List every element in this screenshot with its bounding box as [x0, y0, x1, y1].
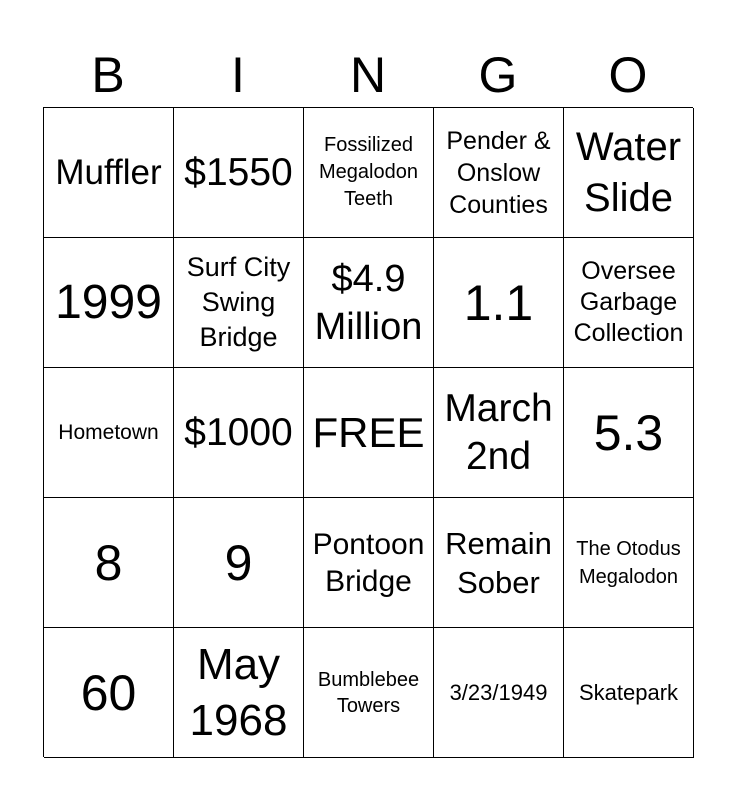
header-letter-n: N — [349, 47, 387, 103]
bingo-cell-r3-c4[interactable] — [434, 368, 564, 498]
cell-text: March 2nd — [444, 386, 553, 478]
cell-text: Oversee Garbage Collection — [573, 257, 684, 347]
bingo-cell-r2-c2[interactable] — [174, 238, 304, 368]
cell-text: 3/23/1949 — [449, 680, 548, 705]
bingo-cell-r4-c5[interactable] — [564, 498, 694, 628]
header-letter-i: I — [231, 47, 245, 103]
bingo-cell-r5-c2[interactable] — [174, 628, 304, 758]
bingo-cell-r5-c1[interactable] — [44, 628, 174, 758]
bingo-cell-r4-c3[interactable] — [304, 498, 434, 628]
bingo-cell-r5-c5[interactable] — [564, 628, 694, 758]
bingo-cell-r2-c1[interactable] — [44, 238, 174, 368]
cell-text: FREE — [312, 408, 425, 456]
cell-text: Hometown — [58, 421, 159, 444]
bingo-cell-r4-c2[interactable] — [174, 498, 304, 628]
cell-text: $4.9 Million — [314, 257, 423, 348]
bingo-cell-r1-c1[interactable] — [44, 108, 174, 238]
bingo-cell-r2-c5[interactable] — [564, 238, 694, 368]
cell-text: 8 — [94, 534, 123, 591]
bingo-cell-r5-c4[interactable] — [434, 628, 564, 758]
bingo-cell-r4-c1[interactable] — [44, 498, 174, 628]
bingo-cell-r1-c4[interactable] — [434, 108, 564, 238]
bingo-cell-r5-c3[interactable] — [304, 628, 434, 758]
cell-text: The Otodus Megalodon — [576, 537, 681, 588]
bingo-cell-r1-c2[interactable] — [174, 108, 304, 238]
bingo-board — [43, 107, 693, 757]
cell-text: 1999 — [55, 275, 162, 329]
cell-text: $1000 — [184, 410, 293, 454]
cell-text: Pender & Onslow Counties — [446, 126, 551, 219]
cell-text: 5.3 — [593, 404, 664, 461]
bingo-cell-r2-c4[interactable] — [434, 238, 564, 368]
cell-text: Water Slide — [575, 124, 682, 220]
bingo-cell-r3-c3[interactable] — [304, 368, 434, 498]
bingo-cell-r1-c3[interactable] — [304, 108, 434, 238]
bingo-cell-r3-c2[interactable] — [174, 368, 304, 498]
header-letter-o: O — [608, 47, 648, 103]
cell-text: 1.1 — [463, 274, 534, 331]
bingo-header — [43, 40, 693, 108]
cell-text: 9 — [224, 534, 253, 591]
cell-text: Bumblebee Towers — [317, 668, 420, 717]
bingo-cell-r3-c5[interactable] — [564, 368, 694, 498]
cell-text: $1550 — [184, 150, 293, 194]
cell-text: Pontoon Bridge — [312, 527, 425, 598]
cell-text: Fossilized Megalodon Teeth — [319, 134, 418, 210]
bingo-cell-r3-c1[interactable] — [44, 368, 174, 498]
bingo-cell-r4-c4[interactable] — [434, 498, 564, 628]
bingo-cell-r1-c5[interactable] — [564, 108, 694, 238]
cell-text: Remain Sober — [445, 525, 552, 600]
cell-text: Surf City Swing Bridge — [186, 252, 291, 352]
header-letter-b: B — [91, 47, 125, 103]
cell-text: Muffler — [55, 152, 162, 192]
cell-text: Skatepark — [578, 680, 679, 705]
bingo-cell-r2-c3[interactable] — [304, 238, 434, 368]
cell-text: 60 — [80, 664, 137, 721]
cell-text: May 1968 — [189, 639, 288, 745]
header-letter-g: G — [478, 47, 518, 103]
